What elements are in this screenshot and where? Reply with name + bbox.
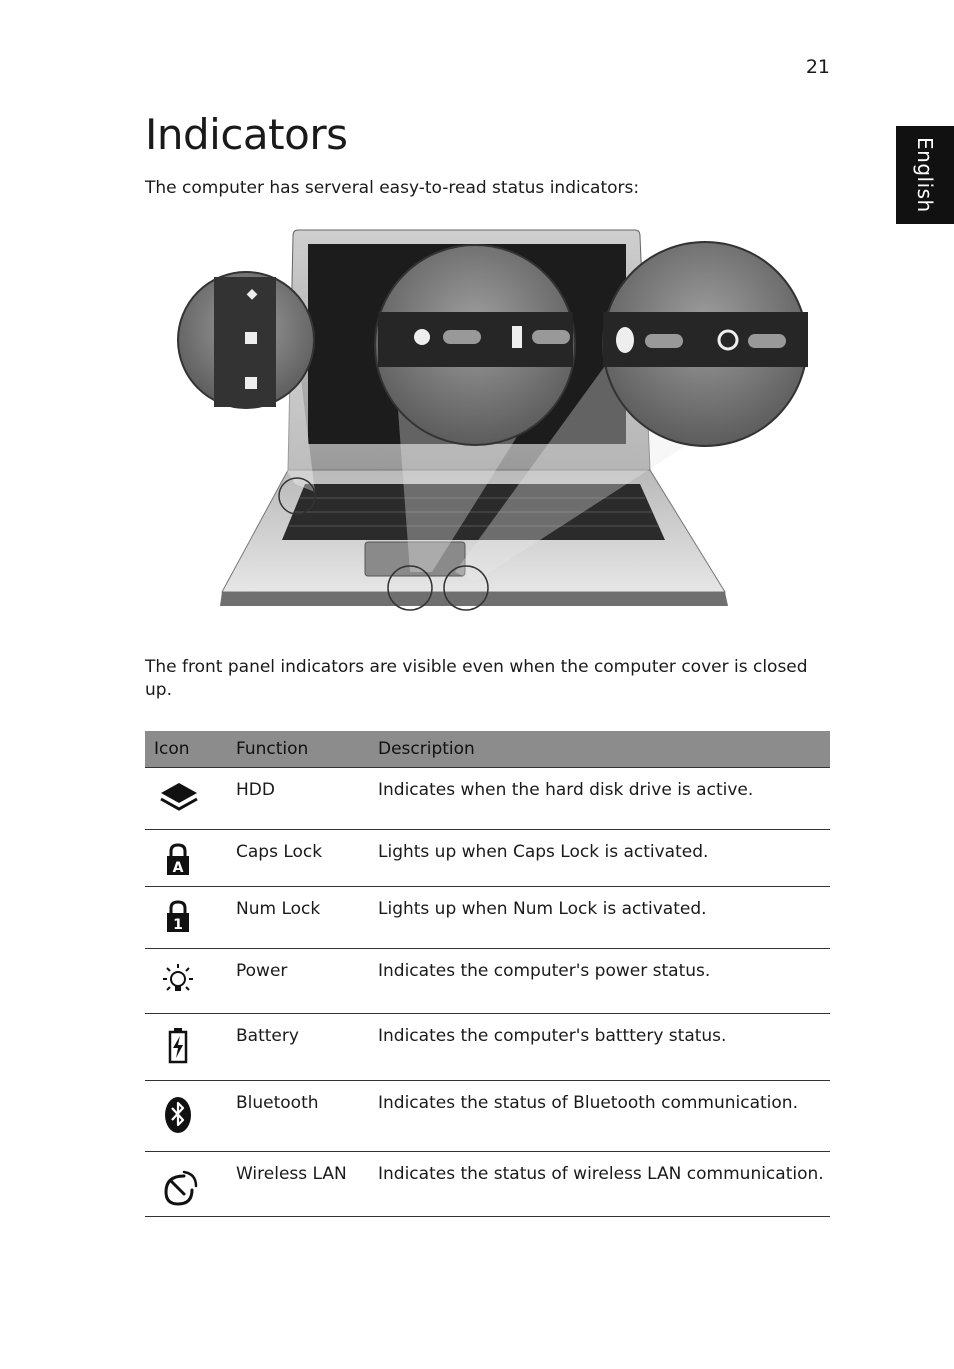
laptop-illustration: [170, 222, 820, 632]
page-title: Indicators: [145, 110, 348, 159]
table-row: [145, 1014, 830, 1081]
power-icon: [158, 962, 198, 1000]
svg-text:A: A: [172, 860, 184, 876]
description-cell: Lights up when Caps Lock is activated.: [378, 830, 830, 887]
function-cell: Bluetooth: [236, 1081, 378, 1152]
language-tab-label: English: [913, 137, 937, 213]
num-lock-icon: [158, 899, 198, 933]
description-cell: Indicates when the hard disk drive is active.: [378, 768, 830, 830]
wireless-lan-icon: [158, 1168, 200, 1210]
front-panel-note: The front panel indicators are visible even when the computer cover is closed up.: [145, 657, 808, 700]
description-cell: Indicates the computer's batttery status.: [378, 1014, 830, 1081]
battery-icon: [158, 1026, 198, 1066]
table-row: [145, 887, 830, 949]
function-cell: Wireless LAN: [236, 1152, 378, 1217]
caps-lock-icon: [158, 842, 198, 876]
indicators-table: [145, 731, 830, 1217]
table-row: [145, 768, 830, 830]
page-number: 21: [805, 56, 830, 78]
table-row: [145, 1152, 830, 1217]
header-icon: Icon: [145, 731, 236, 768]
function-cell: Power: [236, 949, 378, 1014]
function-cell: Num Lock: [236, 887, 378, 949]
header-function: Function: [236, 731, 378, 768]
function-cell: Battery: [236, 1014, 378, 1081]
hdd-icon: [158, 781, 200, 819]
header-description: Description: [378, 731, 830, 768]
icon-cell: [145, 1152, 236, 1217]
description-cell: Lights up when Num Lock is activated.: [378, 887, 830, 949]
intro-text: The computer has serveral easy-to-read status indicators:: [145, 178, 640, 198]
table-row: [145, 949, 830, 1014]
table-row: [145, 1081, 830, 1152]
function-cell: HDD: [236, 768, 378, 830]
description-cell: Indicates the status of Bluetooth communication.: [378, 1081, 830, 1152]
description-cell: Indicates the status of wireless LAN communication.: [378, 1152, 830, 1217]
icon-cell: [145, 949, 236, 1014]
icon-cell: [145, 1081, 236, 1152]
svg-text:◆: ◆: [246, 286, 258, 302]
icon-cell: [145, 768, 236, 830]
icon-cell: [145, 830, 236, 887]
icon-cell: [145, 1014, 236, 1081]
table-row: [145, 830, 830, 887]
language-tab: [896, 126, 954, 224]
function-cell: Caps Lock: [236, 830, 378, 887]
table-header-row: [145, 731, 830, 768]
description-cell: Indicates the computer's power status.: [378, 949, 830, 1014]
bluetooth-icon: [158, 1095, 198, 1135]
icon-cell: [145, 887, 236, 949]
svg-text:1: 1: [173, 917, 183, 933]
